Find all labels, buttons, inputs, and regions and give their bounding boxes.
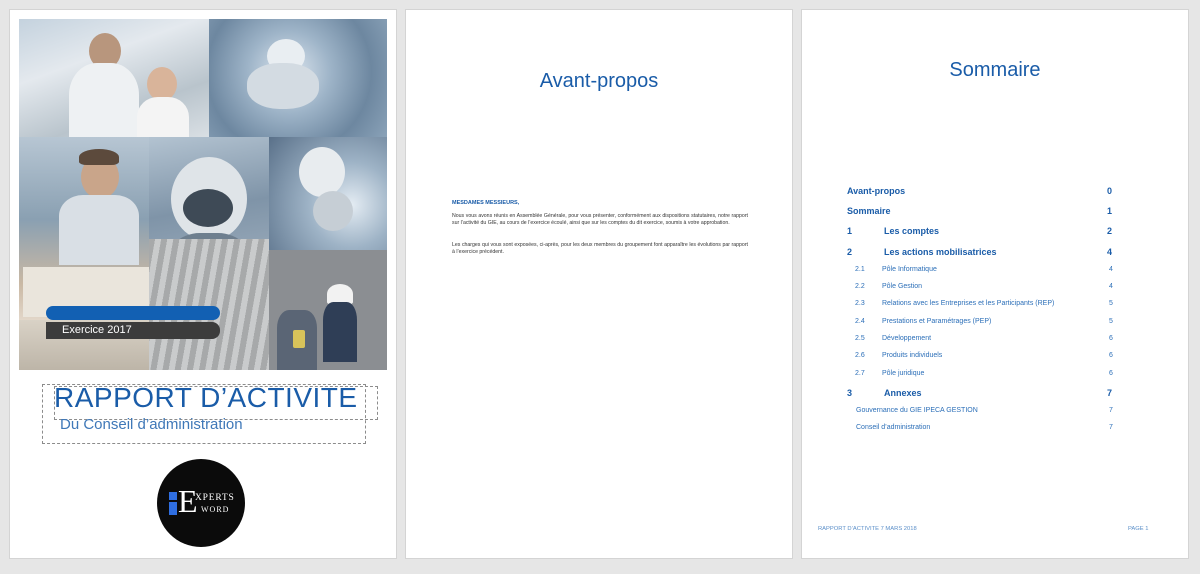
logo-line1: XPERTS — [195, 493, 235, 503]
table-of-contents: Avant-propos 0 Sommaire 1 1 Les comptes 2 2 Les actions mobilisatrices 4 2.1 Pôle Informatique 4 2.2 Pôle Gestion 4 2.3 Relations avec les Entreprises et les Participants (REP) 5 2.4 Prestations et Paramétrages (PEP) 5 2.5 Développement 6 2.6 Produits individuels 6 2.7 Pôle juridique 6 3 Annexes 7 Gouvernance du GIE IPECA GESTION 7 Conseil d’administration 7 — [847, 186, 1113, 431]
summary-page — [802, 10, 1188, 558]
photo-astronaut-earth — [209, 19, 387, 137]
page-number: PAGE 1 — [1128, 526, 1149, 532]
foreword-page — [406, 10, 792, 558]
cover-accent-bar — [46, 306, 220, 320]
logo-bar-icon — [169, 502, 177, 515]
cover-title[interactable]: RAPPORT D’ACTIVITE — [54, 382, 358, 413]
cover-page — [10, 10, 396, 558]
photo-man-and-child — [19, 19, 209, 137]
photo-man-glasses — [19, 137, 149, 320]
page-title: Sommaire — [949, 59, 1041, 81]
photo-workers-helmets — [269, 250, 387, 370]
photo-machinery — [149, 239, 269, 370]
paragraph: Nous vous avons réunis en Assemblée Générale, pour vous présenter, conformément aux dispositions statutaires, notre rapport sur l’activité du GIE, au cours de l’exercice écoulé, ainsi que sur les comptes du dit exercice, soumis à votre approbation. — [452, 213, 748, 226]
experts-word-logo — [157, 459, 245, 547]
exercise-label: Exercice 2017 — [46, 322, 220, 339]
logo-square-icon — [169, 492, 177, 500]
page-footer-title: RAPPORT D’ACTIVITE 7 MARS 2018 — [818, 526, 917, 532]
logo-letter: E — [178, 483, 198, 519]
cover-subtitle[interactable]: Du Conseil d’administration — [60, 416, 243, 433]
page-title: Avant-propos — [539, 70, 659, 92]
salutation: MESDAMES MESSIEURS, — [452, 200, 520, 206]
logo-line2: WORD — [201, 505, 230, 514]
paragraph: Les charges qui vous sont exposées, ci-après, pour les deux membres du groupement font apparaître les évolutions par rapport à l’exercice précédent. — [452, 242, 748, 255]
photo-astronaut-spacewalk — [269, 137, 387, 250]
